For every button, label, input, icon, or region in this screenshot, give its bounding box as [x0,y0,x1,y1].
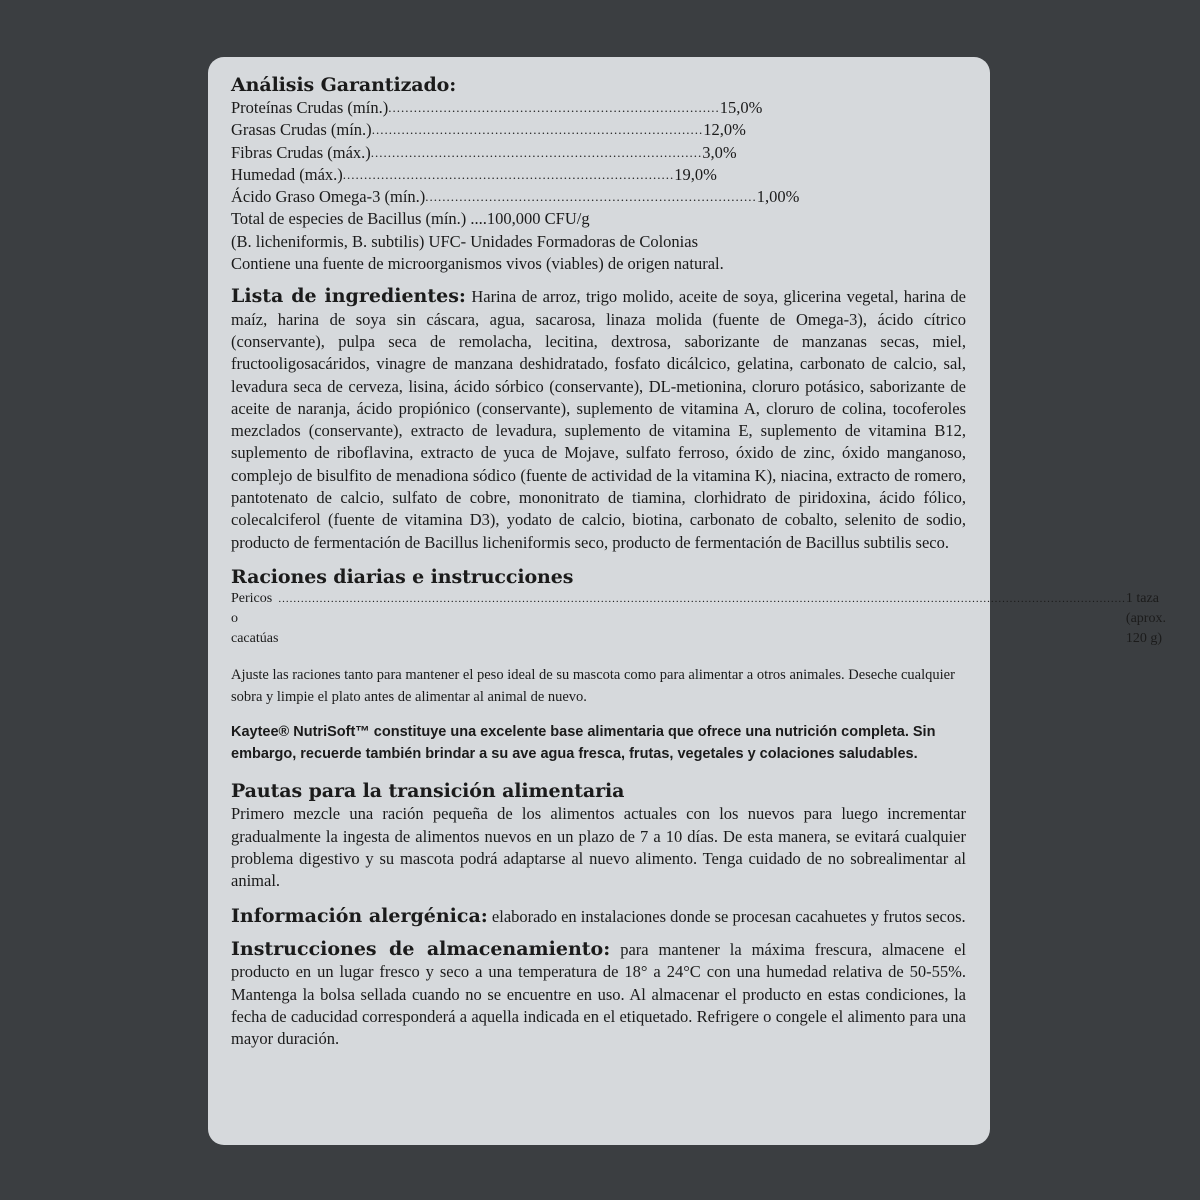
leader-dots: .................................................................................................................................................................................................................................. [278,592,1126,605]
analysis-row-value: 15,0% [719,98,763,117]
ingredients-section [231,285,966,554]
allergen-title: Información alergénica: [231,904,488,927]
ingredients-paragraph [231,285,966,554]
nutrition-label-card [208,57,1166,1145]
ingredients-text: Harina de arroz, trigo molido, aceite de soya, glicerina vegetal, harina de maíz, harina de soya sin cáscara, agua, sacarosa, linaza molida (fuente de Omega-3), ácido cítrico (conservante), pulpa seca de remolacha, lecitina, dextrosa, saborizante de manzanas secas, miel, fructooligosacáridos, vinagre de manzana deshidratado, fosfato dicálcico, gelatina, carbonato de calcio, sal, levadura seca de cerveza, lisina, ácido sórbico (conservante), DL-metionina, cloruro potásico, saborizante de aceite de naranja, ácido propiónico (conservante), suplemento de vitamina A, cloruro de colina, tocoferoles mezclados (conservante), extracto de levadura, suplemento de vitamina E, suplemento de vitamina B12, suplemento de riboflavina, extracto de yuca de Mojave, sulfato ferroso, óxido de zinc, óxido manganoso, complejo de bisulfito de menadiona sódico (fuente de actividad de la vitamina K), niacina, extracto de romero, pantotenato de calcio, sulfato de cobre, mononitrato de tiamina, clorhidrato de piridoxina, ácido fólico, colecalciferol (fuente de vitamina D3), yodato de calcio, biotina, carbonato de cobalto, selenito de sodio, producto de fermentación de Bacillus licheniformis seco, producto de fermentación de Bacillus subtilis seco. [231,287,966,552]
analysis-row-value: 1,00% [756,187,800,207]
transition-section [231,779,966,892]
transition-title: Pautas para la transición alimentaria [231,780,625,803]
analysis-row-label: Humedad (máx.) [231,164,343,184]
analysis-row-value: 12,0% [703,120,746,140]
analysis-row-label: Proteínas Crudas (mín.) [231,98,389,117]
storage-paragraph [231,938,966,1050]
storage-title: Instrucciones de almacenamiento: [231,937,611,960]
guaranteed-analysis-section [231,73,966,275]
daily-rations-section [231,565,1166,765]
leader-dots: .............................................................................. [388,100,720,115]
guaranteed-analysis-title: Análisis Garantizado: [231,74,457,96]
analysis-row-value: 3,0% [702,142,737,162]
analysis-row [231,142,737,164]
allergen-section [231,905,966,928]
analysis-row-label: Grasas Crudas (mín.) [231,120,372,140]
leader-dots: .............................................................................. [342,166,675,182]
leader-dots: .............................................................................. [370,144,703,160]
daily-rations-title: Raciones diarias e instrucciones [231,565,574,588]
bacillus-total-line: Total de especies de Bacillus (mín.) ....100,000 CFU/g [231,209,590,229]
bacillus-species-note: (B. licheniformis, B. subtilis) UFC- Unidades Formadoras de Colonias [231,231,699,251]
ration-adjust-text: Ajuste las raciones tanto para mantener el peso ideal de su mascota como para alimentar a otros animales. Deseche cualquier sobra y limpie el plato antes de alimentar al animal de nuevo. [231,666,955,705]
leader-dots: .............................................................................. [371,122,704,138]
transition-text: Primero mezcle una ración pequeña de los alimentos actuales con los nuevos para luego incrementar gradualmente la ingesta de alimentos nuevos en un plazo de 7 a 10 días. De esta manera, se evitará cualquier problema digestivo y su mascota podrá adaptarse al nuevo alimento. Tenga cuidado de no sobrealimentar al animal. [231,804,966,891]
analysis-row [231,119,746,141]
storage-text: para mantener la máxima frescura, almacene el producto en un lugar fresco y seco a una temperatura de 18° a 24°C con una humedad relativa de 50-55%. Mantenga la bolsa sellada cuando no se encuentre en uso. Al almacenar el producto en estas condiciones, la fecha de caducidad corresponderá a aquella indicada en el etiquetado. Refrigere o congele el alimento para una mayor duración. [231,939,967,1049]
allergen-paragraph [231,905,966,928]
storage-section [231,938,966,1050]
analysis-row-value: 19,0% [674,164,717,184]
microorganism-source-note: Contiene una fuente de microorganismos vivos (viables) de origen natural. [231,254,724,274]
ration-row-label: Pericos o cacatúas [231,590,279,646]
leader-dots: .............................................................................. [425,189,757,205]
analysis-row [231,164,717,186]
ration-row [231,589,1166,649]
ingredients-title: Lista de ingredientes: [231,285,466,308]
allergen-text: elaborado en instalaciones donde se procesan cacahuetes y frutos secos. [491,906,966,926]
ration-row-value: 1 taza (aprox. 120 g) [1125,590,1166,646]
nutrition-note: Kaytee® NutriSoft™ constituye una excelente base alimentaria que ofrece una nutrición completa. Sin embargo, recuerde también brindar a su ave agua fresca, frutas, vegetales y colaciones saludables. [231,723,936,762]
analysis-row-label: Ácido Graso Omega-3 (mín.) [231,187,426,207]
analysis-row [231,186,800,208]
analysis-row [231,97,763,119]
analysis-row-label: Fibras Crudas (máx.) [231,142,371,162]
